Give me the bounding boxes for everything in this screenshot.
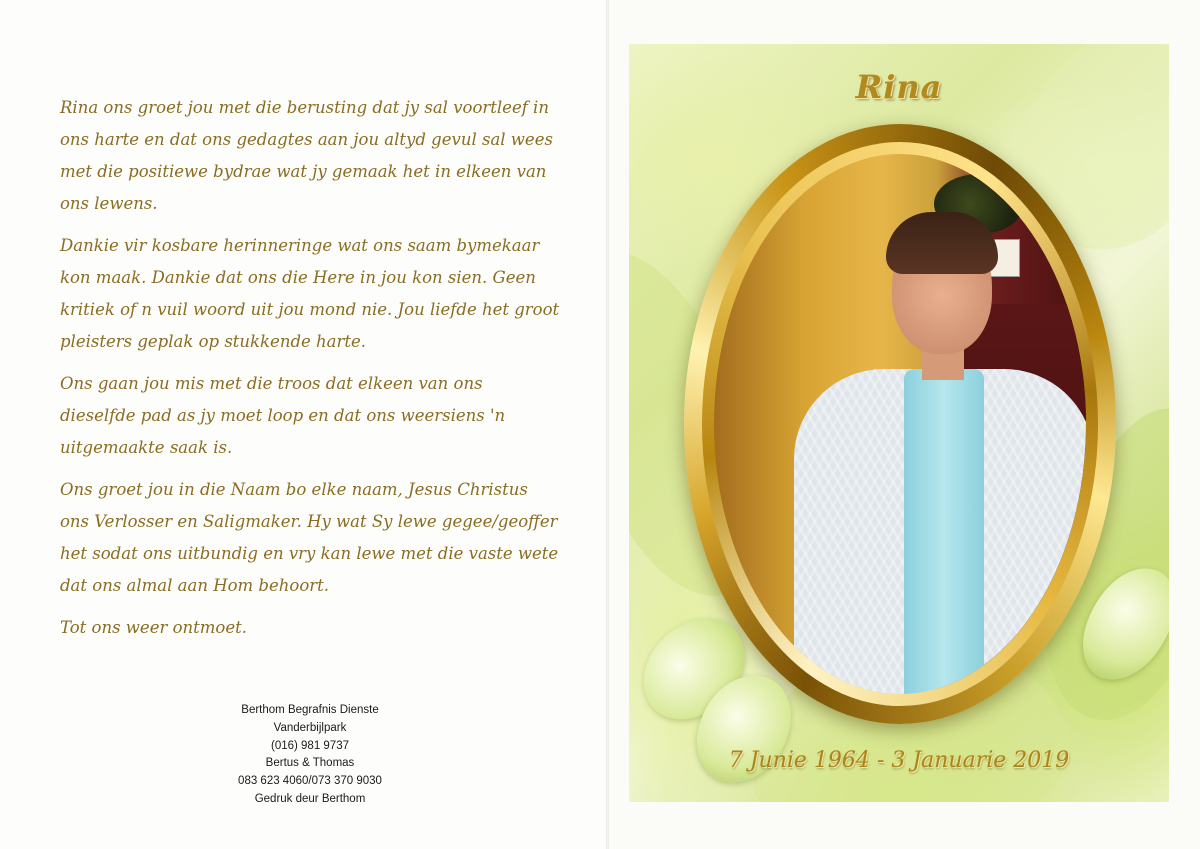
deceased-name: Rina <box>855 68 943 106</box>
funeral-service-mobile: 083 623 4060/073 370 9030 <box>238 775 382 788</box>
printed-by: Gedruk deur Berthom <box>254 792 366 805</box>
funeral-service-town: Vanderbijlpark <box>273 721 347 734</box>
life-dates: 7 Junie 1964 - 3 Januarie 2019 <box>728 748 1070 773</box>
funeral-service-contacts: Bertus & Thomas <box>265 757 355 770</box>
funeral-service-phone: (016) 981 9737 <box>270 739 349 752</box>
tribute-paragraph-2: Dankie vir kosbare herinneringe wat ons saam bymekaar kon maak. Dankie dat ons die Here in jou kon sien. Geen kritiek of n vuil woord uit jou mond nie. Jou liefde het groot pleisters geplak op stukkende harte. <box>60 236 560 351</box>
portrait-photo <box>714 154 1086 694</box>
funeral-service-name: Berthom Begrafnis Dienste <box>241 704 379 716</box>
tribute-text <box>60 92 560 654</box>
funeral-service-info <box>180 702 440 809</box>
tribute-closing: Tot ons weer ontmoet. <box>60 618 248 637</box>
photo-person-shirt <box>904 369 984 694</box>
tribute-paragraph-4: Ons groet jou in die Naam bo elke naam, Jesus Christus ons Verlosser en Saligmaker. Hy wat Sy lewe gegee/geoffer het sodat ons uitbundig en vry kan lewe met die vaste wete dat ons almal aan Hom behoort. <box>60 480 559 595</box>
oval-gold-frame <box>684 124 1116 724</box>
tribute-paragraph-3: Ons gaan jou mis met die troos dat elkeen van ons dieselfde pad as jy moet loop en dat ons weersiens 'n uitgemaakte saak is. <box>60 374 506 457</box>
photo-person-hair <box>886 212 998 274</box>
memorial-card <box>629 44 1169 802</box>
tribute-paragraph-1: Rina ons groet jou met die berusting dat jy sal voortleef in ons harte en dat ons gedagtes aan jou altyd gevul sal wees met die positiewe bydrae wat jy gemaak het in elkeen van ons lewens. <box>60 98 553 213</box>
